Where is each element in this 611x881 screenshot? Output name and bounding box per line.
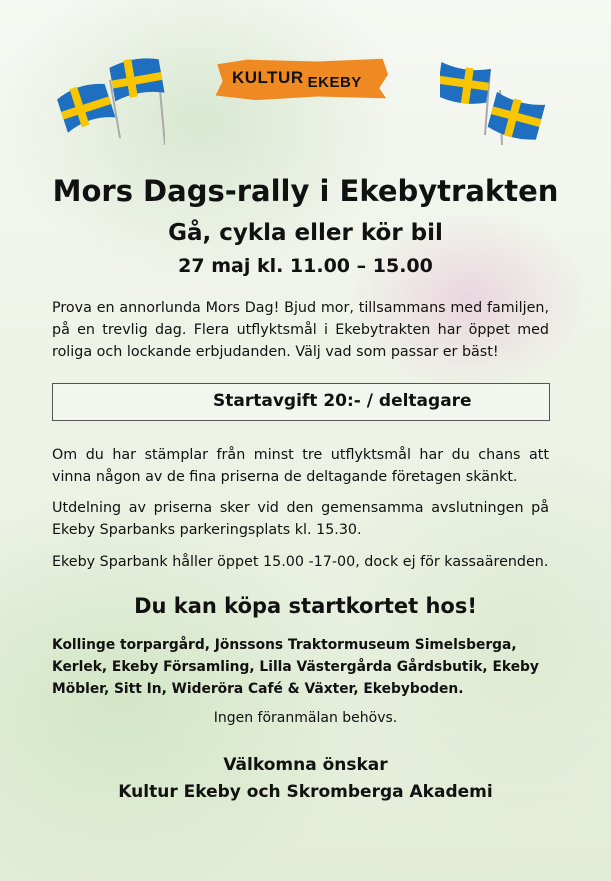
fee-box — [52, 383, 550, 421]
intro-paragraph: Prova en annorlunda Mors Dag! Bjud mor, tillsammans med familjen, på en trevlig dag. Flera utflyktsmål i Ekebytrakten har öppet med roliga och lockande erbjudanden. Välj vad som passar er bäst! — [52, 300, 549, 360]
event-date: 27 maj kl. 11.00 – 15.00 — [178, 255, 433, 277]
logo-word-2: EKEBY — [307, 74, 362, 91]
welcome-line-2: Kultur Ekeby och Skromberga Akademi — [118, 782, 493, 802]
swedish-flags-left-icon — [50, 50, 165, 145]
swedish-flags-right-icon — [440, 50, 555, 150]
award-paragraph: Utdelning av priserna sker vid den gemensamma avslutningen på Ekeby Sparbanks parkeringsplats kl. 15.30. — [52, 500, 549, 538]
prize-paragraph: Om du har stämplar från minst tre utflyktsmål har du chans att vinna någon av de fina priserna de deltagande företagen skänkt. — [52, 447, 549, 485]
bank-paragraph: Ekeby Sparbank håller öppet 15.00 -17-00, dock ej för kassaärenden. — [52, 554, 549, 570]
subtitle: Gå, cykla eller kör bil — [168, 220, 443, 246]
sellers-list: Kollinge torpargård, Jönssons Traktormuseum Simelsberga, Kerlek, Ekeby Församling, Lilla Västergårda Gårdsbutik, Ekeby Möbler, Sitt In, Wideröra Café & Växter, Ekebyboden. — [52, 637, 539, 697]
welcome-line-1: Välkomna önskar — [223, 755, 388, 775]
no-registration-note: Ingen föranmälan behövs. — [213, 710, 398, 726]
fee-text: Startavgift 20:- / deltagare — [213, 391, 472, 411]
kultur-ekeby-logo — [232, 68, 362, 91]
buy-heading: Du kan köpa startkortet hos! — [134, 594, 477, 618]
page-title: Mors Dags-rally i Ekebytrakten — [52, 174, 559, 208]
logo-word-1: KULTUR — [232, 68, 304, 87]
